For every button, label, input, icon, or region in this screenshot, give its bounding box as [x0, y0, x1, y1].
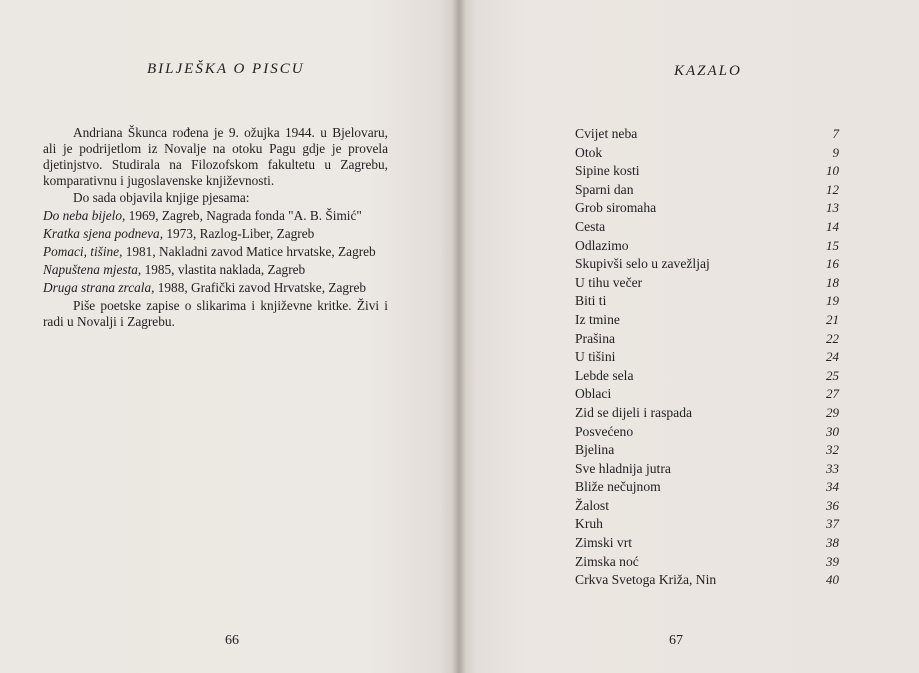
work-title: Do neba bijelo,	[43, 208, 126, 223]
toc-page-number: 40	[826, 572, 839, 588]
toc-entry	[575, 181, 839, 200]
toc-title: Kruh	[575, 516, 603, 532]
toc-title: Sve hladnija jutra	[575, 460, 671, 476]
toc-entry	[575, 478, 839, 497]
page-title: BILJEŠKA O PISCU	[147, 61, 305, 77]
toc-title: Cesta	[575, 218, 606, 234]
toc-title: Cvijet neba	[575, 126, 638, 141]
work-details: 1969, Zagreb, Nagrada fonda "A. B. Šimić"	[125, 208, 362, 223]
toc-page-number: 25	[826, 367, 839, 383]
author-note	[43, 125, 388, 330]
toc-title: Sipine kosti	[575, 163, 640, 179]
toc-title: Skupivši selo u zavežljaj	[575, 256, 710, 272]
work-title: Kratka sjena podneva,	[43, 226, 164, 241]
right-page	[458, 0, 919, 673]
toc-entry	[575, 404, 839, 423]
work-item	[43, 244, 388, 260]
toc-title: Grob siromaha	[575, 200, 657, 216]
toc-entry	[575, 237, 839, 256]
work-details: 1981, Nakladni zavod Matice hrvatske, Zagreb	[122, 244, 376, 259]
toc-page-number: 32	[826, 442, 839, 458]
toc-title: Bliže nečujnom	[575, 479, 661, 495]
work-details: 1988, Grafički zavod Hrvatske, Zagreb	[154, 280, 366, 295]
toc-title: Zid se dijeli i raspada	[575, 404, 693, 420]
works-list	[43, 208, 388, 296]
toc-entry	[575, 385, 839, 404]
toc-entry	[575, 423, 839, 442]
toc-entry	[575, 311, 839, 330]
toc-title: Bjelina	[575, 442, 615, 458]
bio-closing: Piše poetske zapise o slikarima i književne kritke. Živi i radi u Novalji i Zagrebu.	[43, 298, 388, 329]
toc-entry	[575, 497, 839, 516]
table-of-contents	[575, 125, 839, 590]
toc-page-number: 7	[832, 126, 839, 141]
toc-title: Lebde sela	[575, 367, 634, 383]
toc-page-number: 29	[826, 404, 839, 420]
toc-entry	[575, 460, 839, 479]
toc-entry	[575, 218, 839, 237]
toc-page-number: 13	[826, 200, 839, 216]
work-item	[43, 226, 388, 242]
toc-page-number: 38	[826, 535, 839, 551]
page-number: 66	[225, 633, 239, 648]
work-item	[43, 208, 388, 224]
toc-title: Crkva Svetoga Križa, Nin	[575, 572, 717, 588]
work-title: Pomaci, tišine,	[43, 244, 123, 259]
toc-title: Posvećeno	[575, 423, 634, 439]
toc-title: Žalost	[575, 497, 609, 513]
toc-page-number: 10	[826, 163, 839, 179]
toc-page-number: 19	[826, 293, 839, 309]
bio-paragraph: Andriana Škunca rođena je 9. ožujka 1944. u Bjelovaru, ali je podrijetlom iz Novalje na otoku Pagu gdje je provela djetinjstvo. Studirala na Filozofskom fakultetu u Zagrebu, komparativnu i jugoslavenske književnosti.	[43, 125, 388, 188]
toc-entry	[575, 255, 839, 274]
page-title: KAZALO	[674, 63, 742, 79]
page-number: 67	[669, 633, 683, 648]
toc-title: Sparni dan	[575, 181, 634, 197]
toc-title: Iz tmine	[575, 311, 620, 327]
toc-page-number: 39	[826, 553, 839, 569]
toc-page-number: 14	[826, 218, 839, 234]
toc-entry	[575, 348, 839, 367]
toc-title: Prašina	[575, 330, 616, 346]
toc-page-number: 24	[826, 349, 839, 365]
toc-title: Odlazimo	[575, 237, 629, 253]
toc-title: U tišini	[575, 349, 616, 365]
toc-page-number: 21	[826, 311, 839, 327]
toc-page-number: 34	[826, 479, 839, 495]
works-intro: Do sada objavila knjige pjesama:	[73, 190, 250, 205]
toc-entry	[575, 367, 839, 386]
work-title: Druga strana zrcala,	[43, 280, 155, 295]
toc-title: Otok	[575, 144, 603, 160]
toc-entry	[575, 553, 839, 572]
toc-page-number: 30	[826, 423, 839, 439]
toc-title: Zimski vrt	[575, 535, 633, 551]
toc-entry	[575, 330, 839, 349]
toc-entry	[575, 199, 839, 218]
toc-entry	[575, 125, 839, 144]
toc-page-number: 12	[826, 181, 839, 197]
toc-entry	[575, 162, 839, 181]
toc-entry	[575, 534, 839, 553]
toc-entry	[575, 571, 839, 590]
toc-page-number: 16	[826, 256, 839, 272]
toc-entry	[575, 274, 839, 293]
toc-page-number: 22	[826, 330, 839, 346]
left-page	[0, 0, 458, 673]
toc-page-number: 33	[826, 460, 839, 476]
toc-page-number: 15	[826, 237, 839, 253]
toc-entry	[575, 144, 839, 163]
toc-title: Oblaci	[575, 386, 612, 402]
toc-entry	[575, 292, 839, 311]
work-item	[43, 262, 388, 278]
work-item	[43, 280, 388, 296]
toc-page-number: 27	[826, 386, 839, 402]
toc-entry	[575, 441, 839, 460]
toc-title: U tihu večer	[575, 274, 643, 290]
toc-title: Biti ti	[575, 293, 607, 309]
work-details: 1973, Razlog-Liber, Zagreb	[163, 226, 315, 241]
work-details: 1985, vlastita naklada, Zagreb	[141, 262, 306, 277]
toc-title: Zimska noć	[575, 553, 639, 569]
toc-page-number: 37	[826, 516, 839, 532]
toc-entry	[575, 515, 839, 534]
toc-page-number: 18	[826, 274, 839, 290]
book-gutter	[452, 0, 466, 673]
toc-page-number: 9	[832, 144, 839, 160]
toc-page-number: 36	[826, 497, 839, 513]
work-title: Napuštena mjesta,	[43, 262, 142, 277]
